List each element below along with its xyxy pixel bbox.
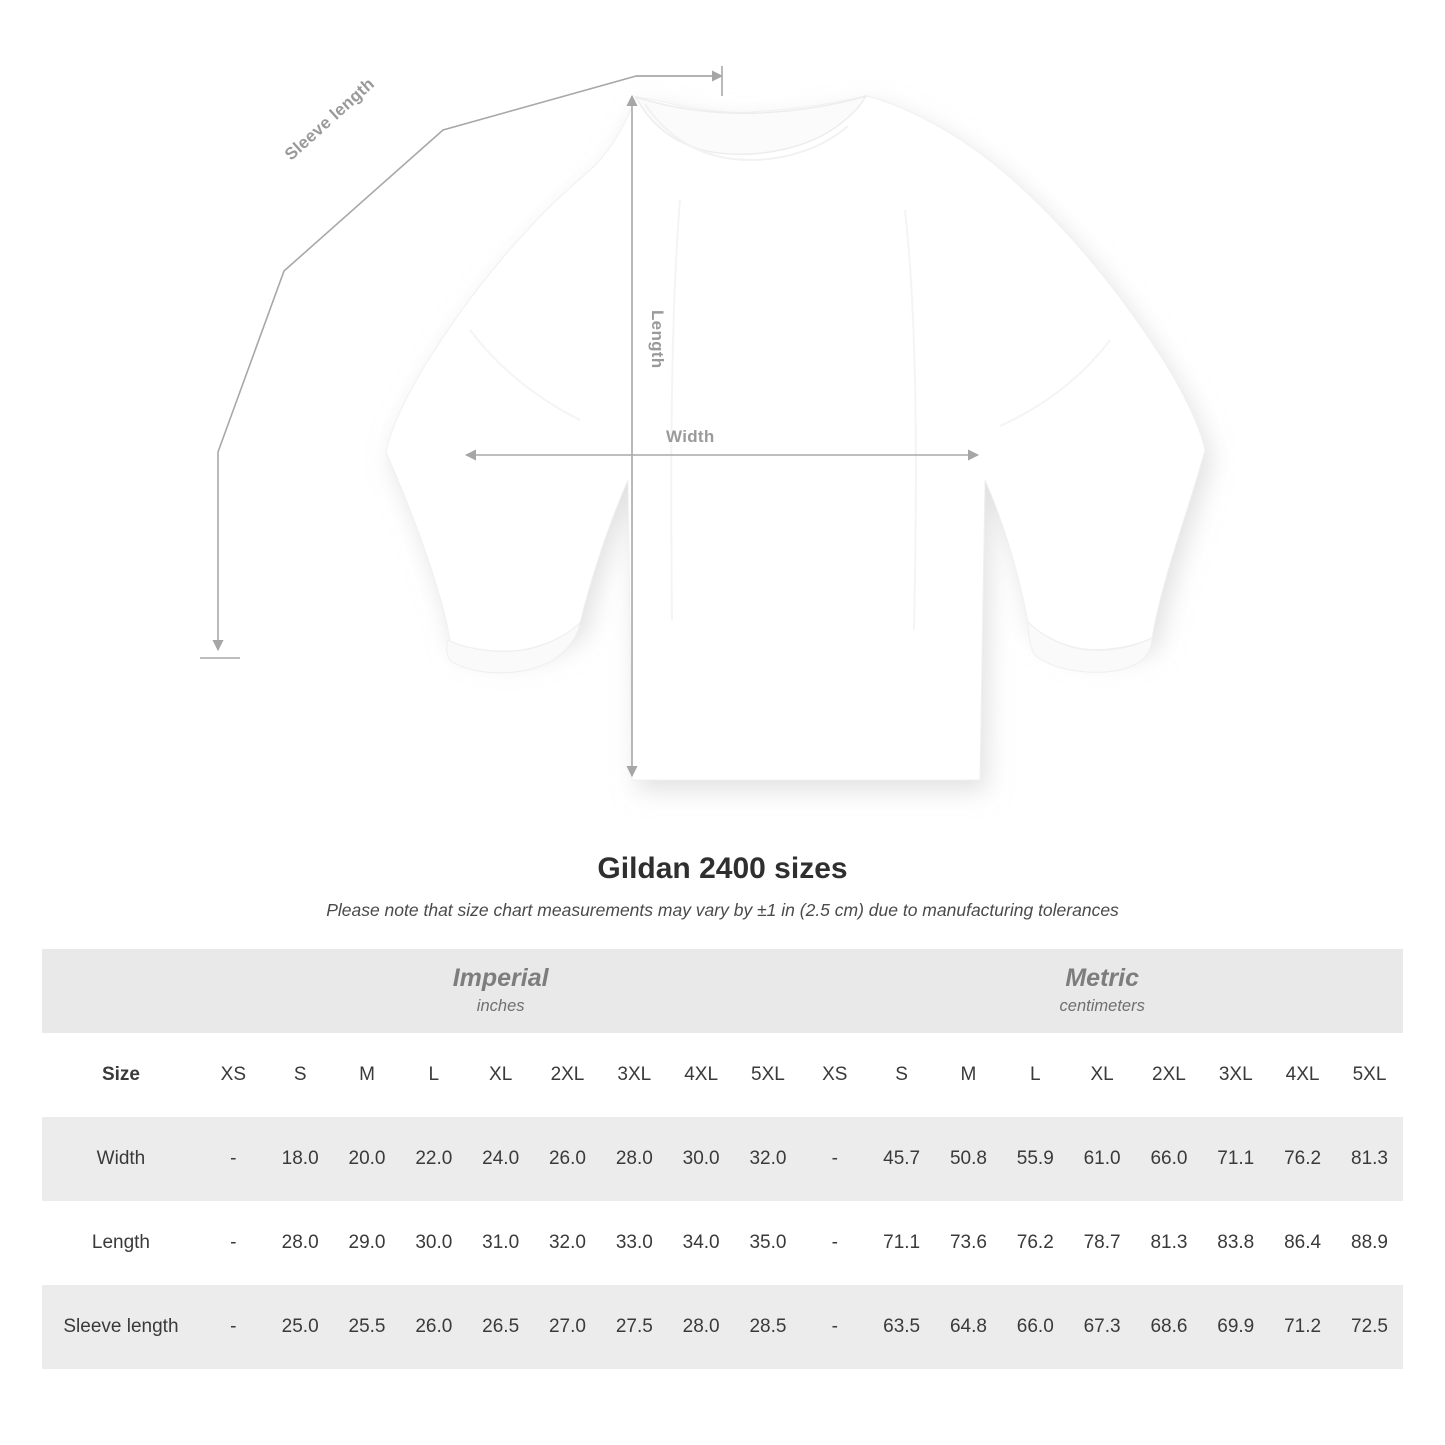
length-label: Length	[648, 310, 667, 369]
title-block	[0, 852, 1445, 921]
table-cell: 55.9	[1002, 1117, 1069, 1201]
unit-metric-sub: centimeters	[1059, 996, 1145, 1015]
table-cell: 61.0	[1069, 1117, 1136, 1201]
table-row	[42, 1201, 1403, 1285]
tolerance-note: Please note that size chart measurements may vary by ±1 in (2.5 cm) due to manufacturing tolerances	[326, 900, 1119, 920]
table-cell: 86.4	[1269, 1201, 1336, 1285]
table-cell: 28.0	[601, 1117, 668, 1201]
size-col-header: 5XL	[735, 1033, 802, 1117]
shirt-shape	[386, 96, 1205, 780]
table-cell: 32.0	[534, 1201, 601, 1285]
unit-header-metric	[801, 949, 1403, 1033]
table-cell: 27.5	[601, 1285, 668, 1369]
table-cell: 26.0	[534, 1117, 601, 1201]
size-col-header: L	[1002, 1033, 1069, 1117]
table-cell: 64.8	[935, 1285, 1002, 1369]
size-header-row	[42, 1033, 1403, 1117]
size-col-header: 3XL	[601, 1033, 668, 1117]
table-cell: 22.0	[400, 1117, 467, 1201]
table-cell: -	[200, 1285, 267, 1369]
size-col-header: 2XL	[1136, 1033, 1203, 1117]
size-col-header: 4XL	[668, 1033, 735, 1117]
table-cell: 28.0	[668, 1285, 735, 1369]
table-cell: 20.0	[334, 1117, 401, 1201]
table-cell: 31.0	[467, 1201, 534, 1285]
size-table	[42, 949, 1403, 1369]
table-cell: 66.0	[1002, 1285, 1069, 1369]
unit-header-row	[42, 949, 1403, 1033]
table-cell: 71.2	[1269, 1285, 1336, 1369]
size-col-header: L	[400, 1033, 467, 1117]
size-col-header: S	[868, 1033, 935, 1117]
table-cell: 28.0	[267, 1201, 334, 1285]
table-cell: 26.5	[467, 1285, 534, 1369]
size-table-wrapper	[0, 949, 1445, 1369]
unit-imperial-sub: inches	[476, 996, 525, 1015]
table-cell: -	[801, 1201, 868, 1285]
table-cell: 76.2	[1269, 1117, 1336, 1201]
table-cell: 83.8	[1202, 1201, 1269, 1285]
size-col-header: S	[267, 1033, 334, 1117]
table-cell: 30.0	[400, 1201, 467, 1285]
table-cell: 24.0	[467, 1117, 534, 1201]
table-cell: 66.0	[1136, 1117, 1203, 1201]
table-cell: 28.5	[735, 1285, 802, 1369]
table-cell: 33.0	[601, 1201, 668, 1285]
table-cell: 72.5	[1336, 1285, 1403, 1369]
size-col-header: XS	[801, 1033, 868, 1117]
table-cell: 26.0	[400, 1285, 467, 1369]
table-row	[42, 1117, 1403, 1201]
table-cell: 73.6	[935, 1201, 1002, 1285]
table-cell: -	[200, 1201, 267, 1285]
table-cell: 63.5	[868, 1285, 935, 1369]
table-cell: 35.0	[735, 1201, 802, 1285]
table-cell: 18.0	[267, 1117, 334, 1201]
table-row	[42, 1285, 1403, 1369]
table-cell: 81.3	[1336, 1117, 1403, 1201]
row-label: Width	[42, 1117, 200, 1201]
table-cell: 25.5	[334, 1285, 401, 1369]
size-col-header: 4XL	[1269, 1033, 1336, 1117]
table-cell: 50.8	[935, 1117, 1002, 1201]
table-cell: 68.6	[1136, 1285, 1203, 1369]
unit-metric-name: Metric	[1065, 964, 1139, 993]
table-cell: 45.7	[868, 1117, 935, 1201]
size-col-header: M	[935, 1033, 1002, 1117]
table-cell: 71.1	[1202, 1117, 1269, 1201]
table-cell: 32.0	[735, 1117, 802, 1201]
unit-imperial-name: Imperial	[452, 964, 549, 993]
unit-header-imperial	[200, 949, 801, 1033]
table-cell: 69.9	[1202, 1285, 1269, 1369]
size-col-header: XL	[467, 1033, 534, 1117]
table-cell: -	[200, 1117, 267, 1201]
size-header-label: Size	[42, 1033, 200, 1117]
table-cell: 34.0	[668, 1201, 735, 1285]
table-cell: 29.0	[334, 1201, 401, 1285]
table-cell: 27.0	[534, 1285, 601, 1369]
sleeve-length-label: Sleeve length	[281, 74, 379, 165]
table-cell: 30.0	[668, 1117, 735, 1201]
table-cell: 25.0	[267, 1285, 334, 1369]
table-cell: 88.9	[1336, 1201, 1403, 1285]
size-col-header: XL	[1069, 1033, 1136, 1117]
size-col-header: 3XL	[1202, 1033, 1269, 1117]
width-label: Width	[666, 427, 715, 446]
table-cell: 71.1	[868, 1201, 935, 1285]
row-label: Length	[42, 1201, 200, 1285]
table-cell: 67.3	[1069, 1285, 1136, 1369]
table-cell: 78.7	[1069, 1201, 1136, 1285]
table-cell: 81.3	[1136, 1201, 1203, 1285]
row-label: Sleeve length	[42, 1285, 200, 1369]
table-cell: -	[801, 1285, 868, 1369]
table-cell: -	[801, 1117, 868, 1201]
size-col-header: M	[334, 1033, 401, 1117]
table-cell: 76.2	[1002, 1201, 1069, 1285]
size-col-header: XS	[200, 1033, 267, 1117]
unit-header-spacer	[42, 949, 200, 1033]
size-col-header: 2XL	[534, 1033, 601, 1117]
page-title: Gildan 2400 sizes	[597, 852, 848, 885]
size-col-header: 5XL	[1336, 1033, 1403, 1117]
